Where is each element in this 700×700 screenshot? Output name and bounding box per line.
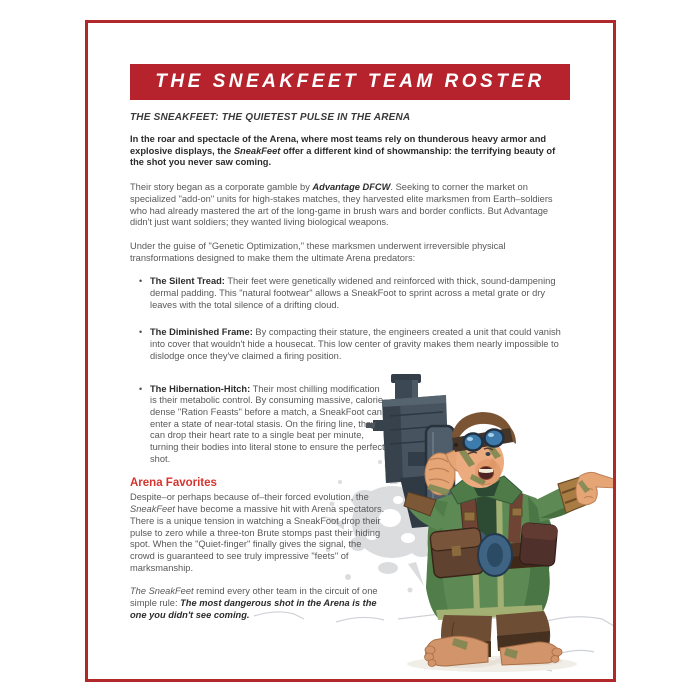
closing-text-mid: remind every other team in the circuit of one simple rule: — [130, 586, 378, 609]
favorites-text-post: have become a massive hit with Arena spectators. There is a unique tension in watching a SneakFoot drop their pulse to zero while a three-ton Brute stomps past their hiding spot. When the "Quiet-finger" finally gives the signal, the crowd is guaranteed to see truly impressive "feets" of marksmanship. — [130, 504, 385, 573]
team-name-emphasis: The SneakFeet — [130, 586, 194, 597]
bullet-term: The Diminished Frame: — [150, 327, 253, 338]
list-item-hibernation-hitch — [130, 384, 570, 466]
intro-text-post: offer a different kind of showmanship: the terrifying beauty of the shot you never saw coming. — [130, 145, 556, 168]
intro-paragraph — [130, 134, 570, 169]
list-item-diminished-frame — [130, 327, 570, 362]
team-name-emphasis: SneakFeet — [130, 504, 175, 515]
guise-paragraph: Under the guise of "Genetic Optimization," these marksmen underwent irreversible physical transformations designed to make them the ultimate Arena predators: — [130, 240, 506, 263]
intro-text-pre: In the roar and spectacle of the Arena, where most teams rely on thunderous heavy armor and explosive displays, the — [130, 134, 547, 156]
page-title: THE SNEAKFEET TEAM ROSTER — [155, 71, 545, 92]
bullet-desc: Their most chilling modification is their metabolic control. By consuming massive, calorie-dense "Ration Feasts" before a match, a SneakFoot can enter a state of near-total stasis. On the firing line, they can drop their heart rate to a single beat per minute, turning their bodies into literal stone to ensure the perfect shot. — [150, 383, 387, 464]
bullet-term: The Silent Tread: — [150, 276, 225, 287]
list-item-silent-tread — [130, 276, 570, 311]
bullet-term: The Hibernation-Hitch: — [150, 383, 251, 394]
favorites-text-pre: Despite–or perhaps because of–their forced evolution, the — [130, 492, 369, 503]
bullet-icon: • — [139, 276, 143, 287]
bullet-desc: Their feet were genetically widened and reinforced with thick, sound-dampening dermal padding. This "natural footwear" allows a SneakFoot to sprint across a metal grate or dry leaves with the total silence of a drifting cloud. — [150, 276, 556, 310]
corporation-name: Advantage DFCW — [312, 182, 391, 193]
team-name-emphasis: SneakFeet — [233, 145, 281, 156]
bullet-desc: By compacting their stature, the engineers created a unit that could vanish into cover that wouldn't hide a housecat. This low center of gravity makes them nearly impossible to dislodge once they've claimed a firing position. — [150, 327, 561, 361]
closing-rule-emphasis: The most dangerous shot in the Arena is the one you didn't see coming. — [130, 598, 377, 620]
arena-favorites-heading: Arena Favorites — [130, 477, 217, 490]
document-frame — [85, 20, 616, 682]
origin-text-pre: Their story began as a corporate gamble by — [130, 182, 313, 193]
section-headline: THE SNEAKFEET: THE QUIETEST PULSE IN THE ARENA — [130, 112, 411, 123]
origin-paragraph — [130, 182, 570, 229]
bullet-icon: • — [139, 327, 143, 338]
bullet-icon: • — [139, 383, 143, 394]
title-banner — [130, 64, 570, 100]
origin-text-post: . Seeking to corner the market on specialized "add-on" units for high-stakes matches, they harvested elite marksmen from Earth–soldiers who had already mastered the art of the long-game in brush wars and border conflicts. But Advantage didn't just want soldiers; they wanted living biological weapons. — [130, 182, 553, 228]
document-body — [130, 108, 570, 663]
